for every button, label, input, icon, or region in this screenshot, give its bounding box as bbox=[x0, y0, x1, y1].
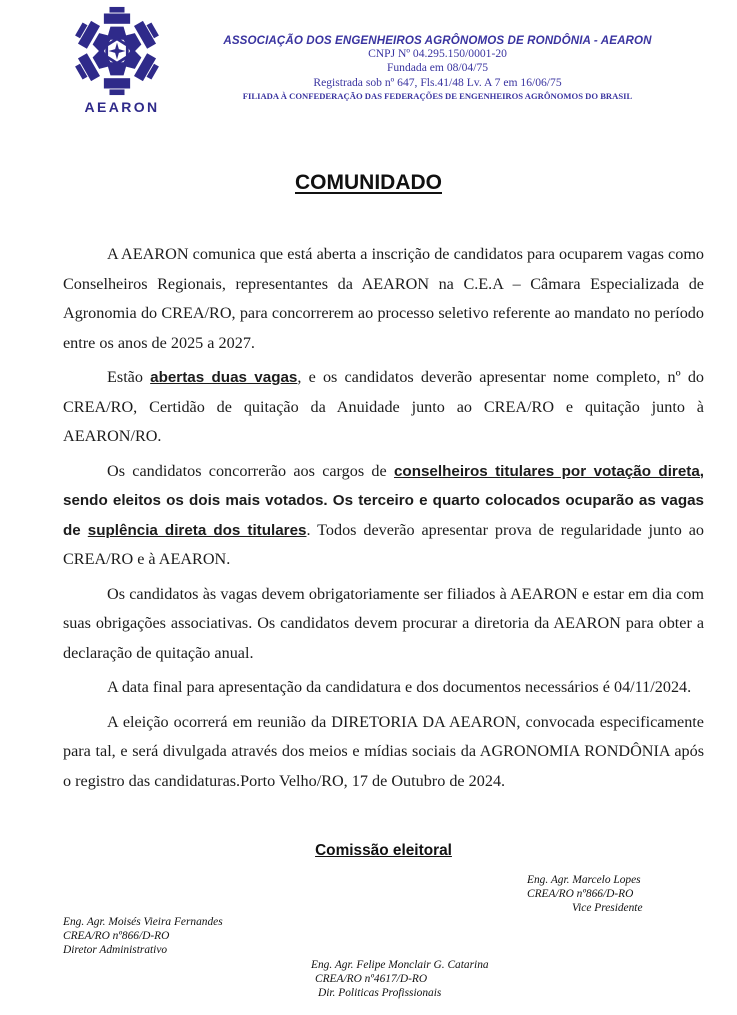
signature-administrative-director bbox=[63, 915, 223, 958]
signature-role: Diretor Administrativo bbox=[63, 944, 168, 957]
substitutes-bold: sendo eleitos os dois mais votados. Os terceiro e quarto colocados ocuparão as vagas de bbox=[63, 492, 704, 539]
signature-role: Vice Presidente bbox=[572, 902, 643, 915]
document-body bbox=[63, 240, 704, 801]
vacancies-highlight: abertas duas vagas bbox=[150, 369, 298, 386]
document-title: COMUNIDADO bbox=[295, 171, 442, 194]
affiliation-line: FILIADA À CONFEDERAÇÃO DAS FEDERAÇÕES DE ENGENHEIROS AGRÔNOMOS DO BRASIL bbox=[242, 91, 633, 102]
paragraph-deadline: A data final para apresentação da candidatura e dos documentos necessários é 04/11/2024. bbox=[107, 678, 692, 696]
paragraph-text: , e os candidatos deverão apresentar nome completo, nº do CREA/RO, Certidão de quitação da Anuidade junto ao CREA/RO e quitação junto à AEARON/RO. bbox=[63, 368, 705, 445]
signature-vice-president bbox=[527, 873, 643, 916]
logo-emblem-icon bbox=[70, 6, 164, 96]
founded-line: Fundada em 08/04/75 bbox=[386, 61, 489, 75]
titular-highlight: conselheiros titulares por votação direta, bbox=[393, 462, 705, 480]
commission-heading: Comissão eleitoral bbox=[315, 842, 452, 859]
paragraph-text: Estão bbox=[107, 368, 151, 386]
aearon-logo bbox=[62, 6, 172, 114]
paragraph-text: Os candidatos concorrerão aos cargos de bbox=[107, 461, 394, 480]
paragraph-positions bbox=[63, 457, 704, 575]
organization-name: ASSOCIAÇÃO DOS ENGENHEIROS AGRÔNOMOS DE RONDÔNIA - AEARON bbox=[223, 34, 652, 47]
substitutes-highlight: suplência direta dos titulares bbox=[87, 521, 307, 539]
cnpj-line: CNPJ Nº 04.295.150/0001-20 bbox=[368, 47, 507, 60]
paragraph-text: . Todos deverão apresentar prova de regularidade junto ao CREA/RO e à AEARON. bbox=[63, 520, 705, 568]
signature-registration: CREA/RO nº866/D-RO bbox=[527, 888, 634, 901]
signature-role: Dir. Politicas Profissionais bbox=[318, 987, 442, 1000]
paragraph-registration: A AEARON comunica que está aberta a inscrição de candidatos para ocuparem vagas como Conselheiros Regionais, representantes da AEARON na C.E.A – Câmara Especializada de Agronomia do CREA/RO, para concorrerem ao processo seletivo referente ao mandato no período entre os anos de 2025 a 2027. bbox=[63, 245, 704, 352]
registration-line: Registrada sob nº 647, Fls.41/48 Lv. A 7 em 16/06/75 bbox=[313, 75, 562, 89]
signature-name: Eng. Agr. Felipe Monclair G. Catarina bbox=[311, 959, 489, 971]
letterhead bbox=[190, 34, 685, 102]
signature-registration: CREA/RO nº866/D-RO bbox=[63, 930, 170, 943]
signature-name: Eng. Agr. Moisés Vieira Fernandes bbox=[63, 916, 223, 928]
paragraph-vacancies bbox=[63, 363, 704, 452]
signature-registration: CREA/RO nº4617/D-RO bbox=[315, 973, 428, 986]
paragraph-election: A eleição ocorrerá em reunião da DIRETORIA DA AEARON, convocada especificamente para tal, e será divulgada através dos meios e mídias sociais da AGRONOMIA RONDÔNIA após o registro das candidaturas.Porto Velho/RO, 17 de Outubro de 2024. bbox=[63, 712, 704, 790]
signature-name: Eng. Agr. Marcelo Lopes bbox=[527, 874, 641, 886]
logo-wordmark: AEARON bbox=[84, 99, 160, 115]
signature-professional-policies-director bbox=[311, 958, 489, 1001]
paragraph-membership: Os candidatos às vagas devem obrigatoriamente ser filiados à AEARON e estar em dia com suas obrigações associativas. Os candidatos devem procurar a diretoria da AEARON para obter a declaração de quitação anual. bbox=[63, 584, 704, 662]
